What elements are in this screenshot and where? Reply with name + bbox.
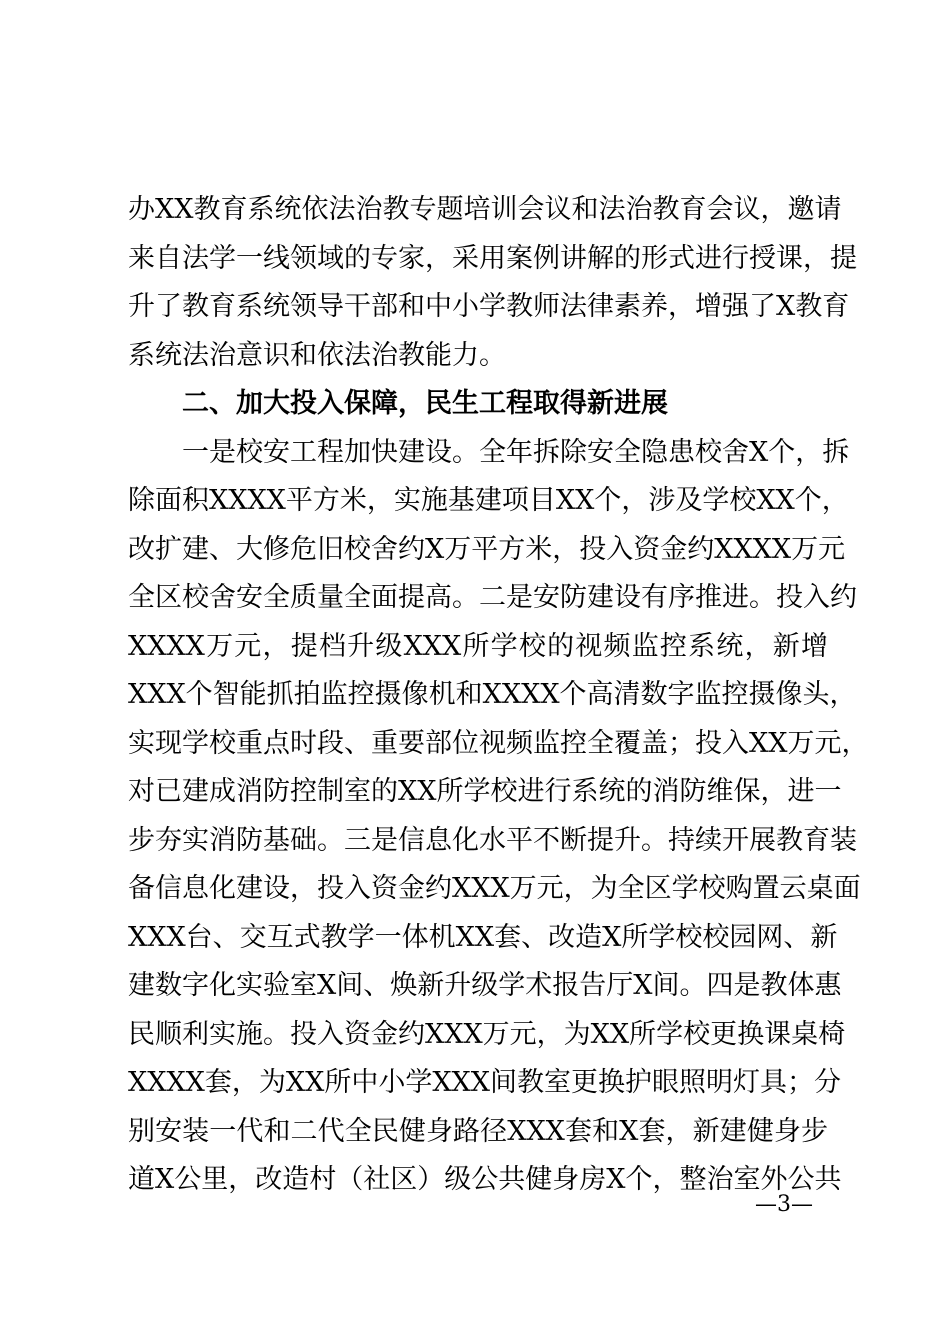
text-line: XXX台、交互式教学一体机XX套、改造X所学校校园网、新 [128,921,838,953]
text-line: 民顺利实施。投入资金约XXX万元，为XX所学校更换课桌椅 [128,1018,846,1050]
paragraph-2 [128,429,869,1205]
text-line: 实现学校重点时段、重要部位视频监控全覆盖；投入XX万元， [128,727,869,759]
text-line: 别安装一代和二代全民健身路径XXX套和X套，新建健身步 [128,1115,828,1147]
section-heading: 二、加大投入保障，民生工程取得新进展 [182,388,668,419]
text-line: 备信息化建设，投入资金约XXX万元，为全区学校购置云桌面 [128,873,861,904]
text-line: 改扩建、大修危旧校舍约X万平方米，投入资金约XXXX万元 [128,533,846,565]
text-line: 升了教育系统领导干部和中小学教师法律素养，增强了X教育 [128,291,850,322]
text-line: XXX个智能抓拍监控摄像机和XXXX个高清数字监控摄像头， [128,679,857,710]
text-line: 除面积XXXX平方米，实施基建项目XX个，涉及学校XX个， [128,485,849,516]
text-line: 来自法学一线领域的专家，采用案例讲解的形式进行授课，提 [128,242,857,274]
text-line: XXXX套，为XX所中小学XXX间教室更换护眼照明灯具；分 [128,1067,841,1098]
text-line: 一是校安工程加快建设。全年拆除安全隐患校舍X个，拆 [182,436,850,468]
paragraph-1 [128,186,857,380]
text-line: XXXX万元，提档升级XXX所学校的视频监控系统，新增 [128,630,828,662]
text-line: 系统法治意识和依法治教能力。 [128,339,506,371]
text-line: 建数字化实验室X间、焕新升级学术报告厅X间。四是教体惠 [128,970,842,1001]
text-line: 全区校舍安全质量全面提高。二是安防建设有序推进。投入约 [128,582,857,613]
text-line: 道X公里，改造村（社区）级公共健身房X个，整治室外公共 [128,1164,842,1195]
page-number: —3— [755,1192,813,1217]
text-line: 办XX教育系统依法治教专题培训会议和法治教育会议，邀请 [128,194,842,225]
body-text [128,186,869,1205]
text-line: 对已建成消防控制室的XX所学校进行系统的消防维保，进一 [128,776,842,807]
text-line: 步夯实消防基础。三是信息化水平不断提升。持续开展教育装 [128,824,857,856]
